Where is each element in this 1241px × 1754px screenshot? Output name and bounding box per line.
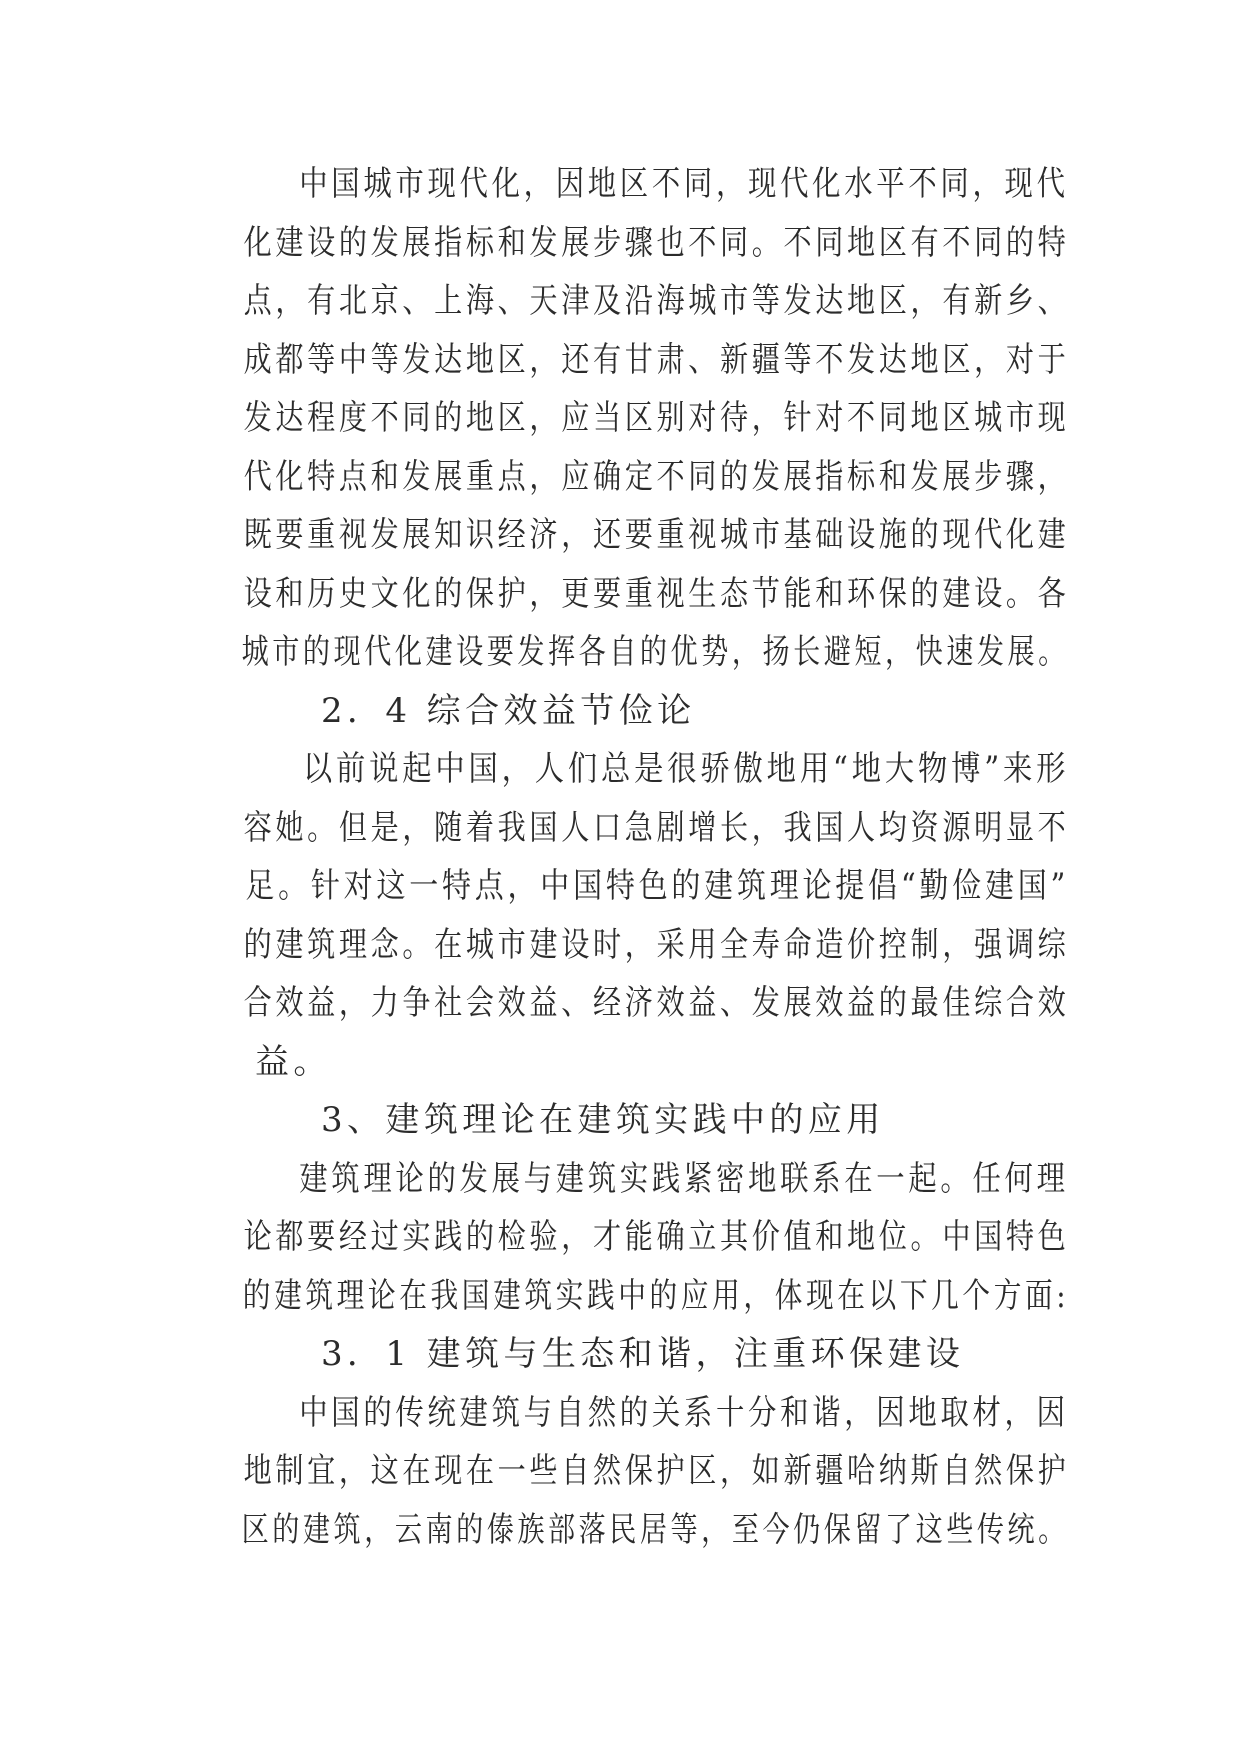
paragraph-theory-practice xyxy=(189,1150,1069,1326)
document-body xyxy=(189,155,1069,1559)
heading-text: 2．4 综合效益节俭论 xyxy=(321,690,696,731)
text-line: 中国城市现代化，因地区不同，现代化水平不同，现代 xyxy=(299,164,1069,204)
text-line: 区的建筑，云南的傣族部落民居等，至今仍保留了这些传统。 xyxy=(241,1509,1069,1550)
text-line: 的建筑理念。在城市建设时，采用全寿命造价控制，强调综 xyxy=(243,924,1070,965)
text-line: 城市的现代化建设要发挥各自的优势，扬长避短，快速发展。 xyxy=(241,632,1069,672)
text-line: 地制宜，这在现在一些自然保护区，如新疆哈纳斯自然保护 xyxy=(243,1451,1070,1491)
text-line: 益。 xyxy=(255,1041,332,1082)
text-line: 建筑理论的发展与建筑实践紧密地联系在一起。任何理 xyxy=(299,1158,1069,1199)
text-line: 的建筑理论在我国建筑实践中的应用，体现在以下几个方面: xyxy=(242,1275,1070,1316)
text-line: 点，有北京、上海、天津及沿海城市等发达地区，有新乡、 xyxy=(243,281,1070,321)
section-heading-3 xyxy=(189,1091,1069,1150)
text-line: 发达程度不同的地区，应当区别对待，针对不同地区城市现 xyxy=(243,398,1070,438)
text-line: 以前说起中国，人们总是很骄傲地用“地大物博”来形 xyxy=(302,749,1070,789)
text-line: 既要重视发展知识经济，还要重视城市基础设施的现代化建 xyxy=(243,515,1070,555)
heading-text: 3．1 建筑与生态和谐，注重环保建设 xyxy=(321,1334,965,1374)
paragraph-ecology-harmony xyxy=(189,1384,1069,1560)
section-heading-3-1 xyxy=(189,1325,1069,1384)
section-heading-2-4 xyxy=(189,682,1069,741)
text-line: 代化特点和发展重点，应确定不同的发展指标和发展步骤， xyxy=(243,456,1070,497)
text-line: 容她。但是，随着我国人口急剧增长，我国人均资源明显不 xyxy=(243,807,1070,848)
paragraph-city-modernization xyxy=(189,155,1069,682)
text-line: 化建设的发展指标和发展步骤也不同。不同地区有不同的特 xyxy=(243,222,1070,263)
text-line: 设和历史文化的保护，更要重视生态节能和环保的建设。各 xyxy=(243,573,1070,614)
paragraph-frugality xyxy=(189,740,1069,1091)
text-line: 论都要经过实践的检验，才能确立其价值和地位。中国特色 xyxy=(243,1217,1070,1257)
text-line: 合效益，力争社会效益、经济效益、发展效益的最佳综合效 xyxy=(243,983,1070,1023)
heading-text: 3、建筑理论在建筑实践中的应用 xyxy=(321,1100,885,1140)
text-line: 中国的传统建筑与自然的关系十分和谐，因地取材，因 xyxy=(299,1392,1069,1433)
text-line: 成都等中等发达地区，还有甘肃、新疆等不发达地区，对于 xyxy=(243,339,1070,380)
text-line: 足。针对这一特点，中国特色的建筑理论提倡“勤俭建国” xyxy=(245,866,1070,906)
